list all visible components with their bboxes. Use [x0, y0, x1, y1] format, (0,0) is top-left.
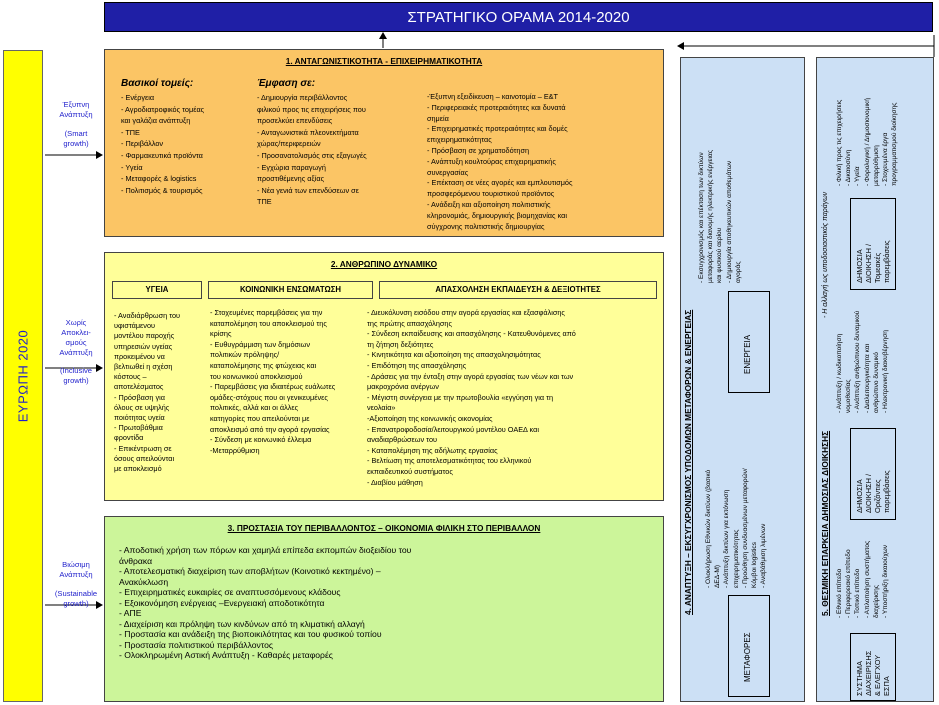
employment-item: - Βελτίωση της αποτελεσματικότητας του ελληνικού	[367, 456, 532, 466]
strategy-item: επιχειρηματικότητας	[427, 135, 492, 145]
health-item: ποιότητας υγεία	[114, 413, 165, 423]
health-item: μοντέλου παροχής	[114, 331, 175, 341]
box-label-line: Τομεακές	[873, 252, 882, 283]
health-item: με αποκλεισμό	[114, 464, 162, 474]
health-item: - Πρωτοβάθμια	[114, 423, 163, 433]
emphasis-item: φιλικού προς τις επιχειρήσεις που	[257, 104, 366, 114]
espa-item: - Περιφερειακό επίπεδο	[845, 549, 853, 618]
health-item: κόστους –	[114, 372, 147, 382]
employment-item: της πρώτης απασχόλησης	[367, 318, 452, 328]
environment-box	[104, 516, 664, 702]
employment-item: νεολαία»	[367, 403, 396, 413]
sustainable-growth-label: Βιώσιμη Ανάπτυξη (Sustainable growth)	[54, 560, 98, 608]
strategy-item: - Επιχειρηματικές προτεραιότητες και δομές	[427, 124, 568, 134]
box-label-line: παρεμβάσεις	[882, 240, 891, 283]
transport-item: - Ολοκλήρωση Εθνικών δικτύων (βασικό	[705, 469, 712, 588]
sector-admin-item: - Υγεία	[854, 166, 862, 186]
box-label-line: Οριζόντιες	[873, 479, 882, 513]
energy-item: αγοράς	[734, 261, 742, 283]
espa-item: - Εθνικό επίπεδο	[836, 568, 843, 618]
sector-admin-box	[850, 198, 896, 290]
health-item: όσους απειλούνται	[114, 453, 175, 463]
transport-list	[704, 468, 768, 588]
horizontal-admin-list	[835, 311, 890, 413]
social-inclusion-item: καταπολέμηση του αποκλεισμού της	[210, 318, 327, 328]
social-inclusion-item: του κοινωνικού αποκλεισμού	[210, 371, 303, 381]
strategy-item: - Ανάπτυξη κουλτούρας επιχειρηματικής	[427, 156, 556, 166]
sector-item: - Περιβάλλον	[121, 139, 164, 149]
environment-item: - Αποδοτική χρήση των πόρων και χαμηλά επίπεδα εκπομπών διοξειδίου του	[119, 545, 412, 555]
strategy-item: - Επέκταση σε νέες αγορές και εμπλουτισμός	[427, 178, 573, 188]
emphasis-item: χώρας/περιφερειών	[257, 139, 321, 149]
strategy-item: προσφερόμενου τουριστικού προϊόντος	[427, 189, 555, 199]
employment-item: τη ζήτηση δεξιότητες	[367, 339, 434, 349]
energy-item: - Εκσυγχρονισμός και επέκταση των δικτύων	[698, 152, 705, 283]
sector-admin-item: - Δικαιοσύνη	[845, 149, 853, 186]
sector-item: - Αγροδιατροφικός τομέας	[121, 104, 205, 114]
col4-title: 4. ΑΝΑΠΤΥΞΗ – ΕΚΣΥΓΧΡΟΝΙΣΜΟΣ ΥΠΟΔΟΜΩΝ ΜΕΤΑΦΟΡΩΝ & ΕΝΕΡΓΕΙΑΣ	[683, 309, 693, 615]
energy-item: και φυσικού αερίου	[716, 227, 724, 283]
strategic-vision-title: ΣΤΡΑΤΗΓΙΚΟ ΟΡΑΜΑ 2014-2020	[104, 2, 933, 32]
employment-item: - Επανατροφοδοσία/λειτουργικού μοντέλου ΟΑΕΔ και	[367, 424, 539, 434]
col5-subtitle: - Η αλλαγή ως υποδοσιαστικός παράγων	[822, 191, 829, 318]
environment-item: άνθρακα	[119, 555, 153, 566]
strategy-item: σημεία	[427, 113, 449, 123]
employment-item: - Διευκόλυνση εισόδου στην αγορά εργασίας και εξασφάλισης	[367, 308, 565, 317]
social-inclusion-list	[210, 308, 375, 456]
strategy-item: κληρονομιάς, δημιουργικής βιομηχανίας και	[427, 210, 567, 220]
employment-item: - Καταπολέμηση της αδήλωτης εργασίας	[367, 445, 498, 455]
social-inclusion-item: - Στοχευμένες παρεμβάσεις για την	[210, 308, 323, 317]
box-label-line: ΔΙΑΧΕΙΡΙΣΗΣ	[864, 650, 873, 696]
sector-item: - Πολιτισμός & τουρισμός	[121, 185, 203, 195]
employment-item: - Διαβίου μάθηση	[367, 477, 423, 487]
col5-title: 5. ΘΕΣΜΙΚΗ ΕΠΑΡΚΕΙΑ ΔΗΜΟΣΙΑΣ ΔΙΟΙΚΗΣΗΣ	[820, 430, 830, 616]
social-inclusion-item: - Παρεμβάσεις για ιδιαιτέρως ευάλωτες	[210, 382, 336, 392]
box2-title: 2. ΑΝΘΡΩΠΙΝΟ ΔΥΝΑΜΙΚΟ	[330, 259, 438, 269]
horizontal-admin-box	[850, 428, 896, 520]
environment-item: - Εξοικονόμηση ενέργειας –Ενεργειακή αποδοτικότητα	[119, 597, 325, 608]
infrastructure-column	[680, 57, 805, 702]
europe-2020-bar	[3, 50, 43, 702]
horizontal-admin-item: - Διαλειτουργικότητα και	[863, 343, 871, 413]
strategy-item: - Ανάδειξη και αξιοποίηση πολιτιστικής	[427, 199, 551, 209]
employment-item: εκπαιδευτικού συστήματος	[367, 466, 453, 476]
health-item: υπηρεσιών υγείας	[114, 341, 173, 351]
espa-item: - Υποστήριξη δικαιούχων	[882, 544, 890, 618]
inclusive-growth-label: Χωρίς Αποκλει- σμούς Ανάπτυξη (Inclusive growth)	[59, 318, 93, 385]
environment-item: - Επιχειρηματικές ευκαιρίες σε αναπτυσσόμενους κλάδους	[119, 587, 341, 597]
espa-item: - Απλοποίηση συστήματος	[863, 540, 871, 618]
horizontal-admin-item: - Ηλεκτρονική διακυβέρνηση	[882, 330, 890, 413]
espa-management-list	[835, 541, 890, 618]
box-label-line: ΔΙΟΙΚΗΣΗ /	[864, 243, 873, 283]
strategy-item: -Έξυπνη εξειδίκευση – καινοτομία – Ε&Τ	[427, 92, 559, 101]
emphasis-item: - Προσανατολισμός στις εξαγωγές	[257, 150, 367, 160]
health-item: βελτιωθεί η σχέση	[114, 362, 173, 372]
health-item: υφιστάμενου	[114, 321, 155, 331]
box-label-line: ΔΙΟΙΚΗΣΗ /	[864, 473, 873, 513]
employment-item: -Αξιοποίηση της κοινωνικής οικονομίας	[367, 413, 493, 423]
transport-item: - Προώθηση συνδυασμένων μεταφορών/	[741, 468, 749, 588]
emphasis-list: Έμφαση σε: - Δημιουργία περιβάλλοντος φιλικού προς τις επιχειρήσεις που προσελκύει επενδύσεις - Ανταγωνιστικά πλεονεκτήματα χώρας/περιφερειών - Προσανατολισμός στις εξαγωγές - Εγχώρια παραγωγή προστιθέμενης αξίας - Νέα γενιά των επενδύσεων σε ΤΠΕ	[257, 78, 425, 208]
strategy-item: συνεργασίας	[427, 167, 469, 177]
environment-item: - ΑΠΕ	[119, 608, 142, 618]
transport-item: επιχειρηματικότητας	[732, 529, 740, 588]
employment-item: μακροχρόνια ανέργων	[367, 382, 439, 392]
sector-item: - Φαρμακευτικά προϊόντα	[121, 150, 203, 160]
health-list	[114, 311, 206, 474]
emphasis-item: προσελκύει επενδύσεις	[257, 116, 333, 126]
transport-box: ΜΕΤΑΦΟΡΕΣ	[728, 595, 770, 697]
employment-item: - Μέγιστη συνέργεια με την πρωτοβουλία «εγγύηση για τη	[367, 392, 554, 402]
energy-item: - Δημιουργία αποθηκευτικών αποθεμάτων	[725, 160, 733, 283]
sector-admin-item: προγραμματισμού διοίκησης	[891, 102, 899, 186]
health-item: προκειμένου να	[114, 351, 165, 361]
emphasis-item: - Δημιουργία περιβάλλοντος	[257, 93, 348, 102]
box-label-line: ΕΣΠΑ	[882, 676, 891, 696]
public-administration-column	[816, 57, 934, 702]
health-item: - Αναδιάρθρωση του	[114, 311, 181, 320]
environment-item: - Ολοκληρωμένη Αστική Ανάπτυξη - Καθαρές μεταφορές	[119, 650, 333, 660]
box1-title: 1. ΑΝΤΑΓΩΝΙΣΤΙΚΟΤΗΤΑ - ΕΠΙΧΕΙΡΗΜΑΤΙΚΟΤΗΤΑ	[285, 56, 483, 66]
employment-item: - Δράσεις για την ένταξη στην αγορά εργασίας των νέων και των	[367, 371, 574, 381]
transport-item: Κόμβοι logistics	[751, 542, 759, 588]
horizontal-admin-item: - Ανάπτυξη ανθρώπινου δυναμικού	[854, 310, 862, 413]
social-inclusion-item: αποκλεισμό από την αγορά εργασίας	[210, 424, 330, 434]
sector-admin-item: - Φιλική προς τις επιχειρήσεις	[836, 99, 843, 186]
employment-item: - Σύνδεση εκπαίδευσης και απασχόλησης - Κατευθυνόμενες από	[367, 329, 576, 339]
environment-item: - Διαχείριση και πρόληψη των κινδύνων από τη κλιματική αλλαγή	[119, 618, 365, 629]
emphasis-item: - Εγχώρια παραγωγή	[257, 162, 326, 172]
horizontal-admin-item: νομοθεσίας	[845, 379, 853, 413]
competitiveness-box	[104, 49, 664, 237]
sector-item: - Μεταφορές & logistics	[121, 174, 197, 184]
emphasis-item: προστιθέμενης αξίας	[257, 174, 325, 184]
europe-2020-label: ΕΥΡΩΠΗ 2020	[15, 329, 31, 423]
horizontal-admin-item: - Ανάπτυξη / κωδικοποίηση	[836, 333, 843, 413]
social-inclusion-item: - Σύνδεση με κοινωνικό έλλειμα	[210, 435, 312, 445]
social-inclusion-item: ομάδες-στόχους που οι γενικευμένες	[210, 392, 328, 402]
emphasis-item: - Ανταγωνιστικά πλεονεκτήματα	[257, 127, 359, 137]
employment-list	[367, 308, 662, 488]
transport-item: - Αναβάθμιση λιμένων	[760, 523, 768, 588]
sector-item: και γαλάζια ανάπτυξη	[121, 116, 191, 126]
energy-list	[697, 150, 743, 283]
box1-right-list	[427, 92, 657, 232]
emphasis-item: - Νέα γενιά των επενδύσεων σε	[257, 185, 359, 195]
sector-item: - Υγεία	[121, 162, 143, 172]
employment-item: - Κινητικότητα και αξιοποίηση της απασχολησιμότητας	[367, 350, 541, 360]
box-label-line: παρεμβάσεις	[882, 470, 891, 513]
health-item: αποτελέσματος	[114, 382, 164, 392]
environment-list	[119, 545, 649, 661]
espa-management-box	[850, 633, 896, 701]
health-item: όλους σε υψηλής	[114, 402, 170, 412]
environment-item: - Προστασία και ανάδειξη της βιοποικιλότητας και του φυσικού τοπίου	[119, 629, 382, 639]
strategy-item: - Πρόσβαση σε χρηματοδότηση	[427, 145, 530, 155]
smart-growth-label: Έξυπνη Ανάπτυξη (Smart growth)	[59, 100, 93, 148]
horizontal-admin-item: ανθρώπινο δυναμικό	[872, 352, 880, 413]
health-item: φροντίδα	[114, 433, 144, 443]
sector-admin-list	[835, 98, 899, 186]
social-inclusion-item: πολιτικών πρόληψης/	[210, 350, 280, 360]
health-item: - Πρόσβαση για	[114, 392, 165, 402]
box-label-line: & ΕΛΕΓΧΟΥ	[873, 654, 882, 696]
social-inclusion-item: καταπολέμησης της φτώχειας και	[210, 360, 317, 370]
social-inclusion-item: κρίσης	[210, 329, 232, 339]
espa-item: διαχείρισης	[872, 585, 880, 618]
social-inclusion-item: -Μεταρρύθμιση	[210, 445, 260, 455]
sector-admin-item: μεταρρύθμιση	[872, 145, 880, 186]
espa-item: - Τοπικό επίπεδο	[854, 568, 862, 618]
social-inclusion-item: - Ευθυγράμμιση των δημόσιων	[210, 339, 311, 349]
social-inclusion-item: πολιτικές, αλλά και οι άλλες	[210, 403, 299, 413]
environment-item: - Προστασία πολιτιστικού περιβάλλοντος	[119, 639, 274, 650]
box-label-line: ΔΗΜΟΣΙΑ	[855, 249, 864, 283]
sector-item: - Ενέργεια	[121, 93, 155, 102]
box-label-line: ΣΥΣΤΗΜΑ	[855, 660, 864, 696]
energy-item: μεταφοράς και διανομής ηλεκτρικής ενέργειας	[707, 150, 715, 283]
transport-item: ΔΕΔ-Μ)	[714, 564, 722, 588]
social-inclusion-heading: ΚΟΙΝΩΝΙΚΗ ΕΝΣΩΜΑΤΩΣΗ	[208, 281, 373, 299]
box-label-line: ΔΗΜΟΣΙΑ	[855, 479, 864, 513]
environment-item: - Αποτελεσματική διαχείριση των αποβλήτων (Κοινοτικό κεκτημένο) –	[119, 566, 381, 576]
sector-admin-item: - Στοχευμένα έργα	[882, 132, 890, 186]
health-item: - Επικέντρωση σε	[114, 443, 172, 453]
energy-box: ΕΝΕΡΓΕΙΑ	[728, 291, 770, 393]
sector-admin-item: - Φορολογική / Δημοσιονομική	[863, 98, 871, 186]
employment-heading: ΑΠΑΣΧΟΛΗΣΗ ΕΚΠΑΙΔΕΥΣΗ & ΔΕΞΙΟΤΗΤΕΣ	[379, 281, 657, 299]
employment-item: αναδιαρθρώσεων του	[367, 435, 438, 445]
box3-title: 3. ΠΡΟΣΤΑΣΙΑ ΤΟΥ ΠΕΡΙΒΑΛΛΟΝΤΟΣ – ΟΙΚΟΝΟΜΙΑ ΦΙΛΙΚΗ ΣΤΟ ΠΕΡΙΒΑΛΛΟΝ	[227, 523, 541, 533]
health-heading: ΥΓΕΙΑ	[112, 281, 202, 299]
strategy-item: - Περιφερειακές προτεραιότητες και δυνατά	[427, 102, 566, 112]
environment-item: Ανακύκλωση	[119, 576, 169, 587]
emphasis-item: ΤΠΕ	[257, 197, 272, 207]
strategy-item: σύγχρονης πολιτιστικής δημιουργίας	[427, 221, 545, 231]
social-inclusion-item: κατηγορίες που απειλούνται με	[210, 413, 310, 423]
transport-item: - Ανάπτυξη δικτύων για εκτόνωση	[723, 489, 731, 588]
key-sectors: Βασικοί τομείς: - Ενέργεια - Αγροδιατροφικός τομέας και γαλάζια ανάπτυξη - ΤΠΕ - Περιβάλλον - Φαρμακευτικά προϊόντα - Υγεία - Μεταφορές & logistics - Πολιτισμός & τουρισμός	[121, 78, 256, 196]
human-resources-box	[104, 252, 664, 501]
sector-item: - ΤΠΕ	[121, 127, 140, 137]
employment-item: - Επιδότηση της απασχόλησης	[367, 360, 467, 370]
